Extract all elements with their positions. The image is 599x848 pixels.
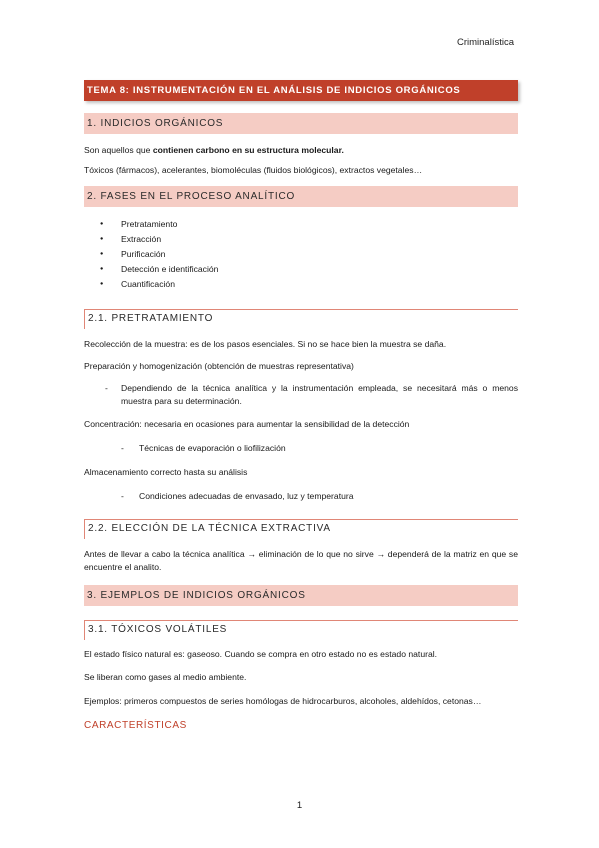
characteristics-heading: CARACTERÍSTICAS [84, 720, 187, 731]
page-content [84, 80, 518, 731]
paragraph: Almacenamiento correcto hasta su análisis [84, 467, 248, 477]
running-header: Criminalística [456, 37, 514, 48]
paragraph: Concentración: necesaria en ocasiones para aumentar la sensibilidad de la detección [84, 419, 410, 429]
section-1-heading: 1. INDICIOS ORGÁNICOS [84, 113, 518, 134]
list-item: ● Purificación [84, 247, 518, 262]
topic-title: TEMA 8: INSTRUMENTACIÓN EN EL ANÁLISIS DE INDICIOS ORGÁNICOS [84, 80, 518, 101]
list-item: ● Pretratamiento [84, 217, 518, 232]
dash-item: - Condiciones adecuadas de envasado, luz y temperatura [84, 490, 518, 503]
definition-bold: contienen carbono en su estructura molecular. [152, 145, 344, 155]
paragraph: Antes de llevar a cabo la técnica analítica → eliminación de lo que no sirve → dependerá de la matriz en que se encuentre el analito. [84, 549, 518, 572]
paragraph: Ejemplos: primeros compuestos de series homólogas de hidrocarburos, alcoholes, aldehídos, cetonas… [84, 696, 482, 706]
subsection-3-1-heading: 3.1. TÓXICOS VOLÁTILES [84, 620, 518, 640]
dash-item: - Técnicas de evaporación o liofilización [84, 442, 518, 455]
subsection-2-1-heading: 2.1. PRETRATAMIENTO [84, 309, 518, 329]
paragraph: Se liberan como gases al medio ambiente. [84, 672, 247, 682]
section-3-heading: 3. EJEMPLOS DE INDICIOS ORGÁNICOS [84, 585, 518, 606]
page-number: 1 [296, 800, 303, 811]
paragraph: El estado físico natural es: gaseoso. Cuando se compra en otro estado no es estado natural. [84, 649, 438, 659]
section-1-definition [84, 144, 518, 157]
dash-item: - Dependiendo de la técnica analítica y la instrumentación empleada, se necesitará más o menos muestra para su determinación. [84, 382, 518, 408]
paragraph: Recolección de la muestra: es de los pasos esenciales. Si no se hace bien la muestra se daña. [84, 339, 447, 349]
list-item: ● Detección e identificación [84, 262, 518, 277]
list-item: ● Extracción [84, 232, 518, 247]
section-1-examples: Tóxicos (fármacos), acelerantes, biomoléculas (fluidos biológicos), extractos vegetales… [84, 165, 423, 175]
list-item: ● Cuantificación [84, 277, 518, 292]
phases-list [84, 217, 518, 292]
section-2-heading: 2. FASES EN EL PROCESO ANALÍTICO [84, 186, 518, 207]
definition-text: Son aquellos que [84, 145, 153, 155]
subsection-2-2-heading: 2.2. ELECCIÓN DE LA TÉCNICA EXTRACTIVA [84, 519, 518, 539]
paragraph: Preparación y homogenización (obtención de muestras representativa) [84, 361, 354, 371]
